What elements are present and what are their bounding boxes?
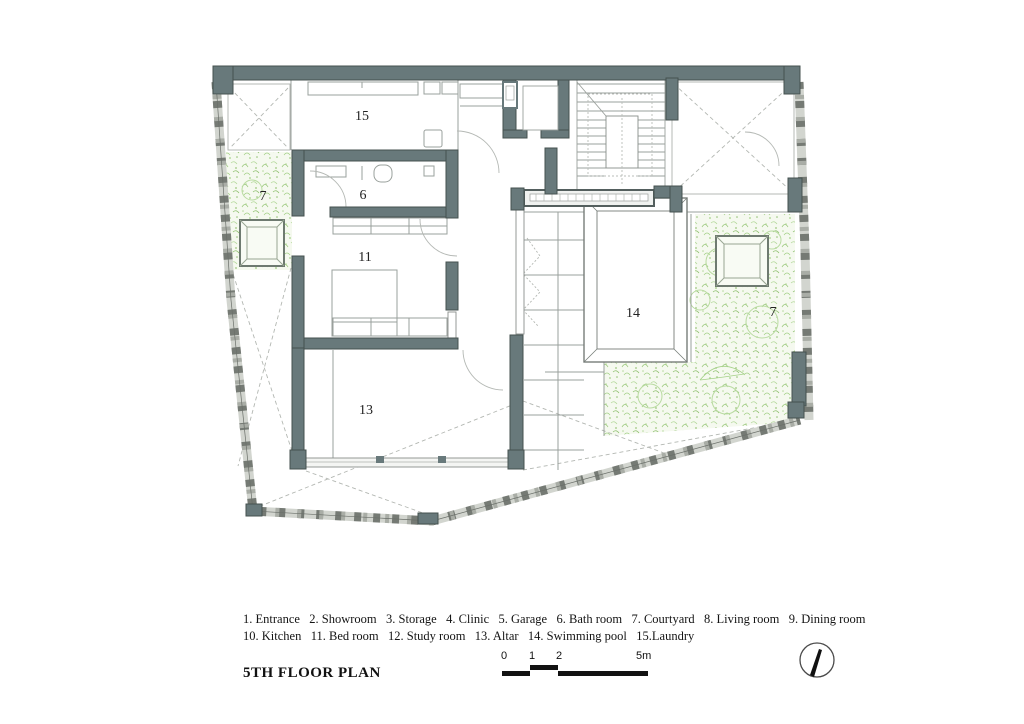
room-label-11: 11	[358, 250, 372, 265]
railing-bar	[524, 190, 654, 206]
room-label-7: 7	[259, 189, 267, 204]
scale-tick-1: 1	[529, 650, 536, 662]
scale-bar-segment-1	[502, 671, 530, 676]
room-label-7: 7	[769, 305, 777, 320]
plan-title: 5TH FLOOR PLAN	[243, 665, 381, 681]
folding-screen-zigzag	[523, 238, 540, 326]
room-label-15: 15	[355, 109, 369, 124]
north-arrow-icon	[797, 639, 839, 683]
scale-bar-segment-2	[530, 665, 558, 670]
scale-bar-segment-3	[558, 671, 648, 676]
planter-right	[716, 236, 768, 286]
scale-tick-2: 2	[556, 650, 563, 662]
legend	[243, 611, 865, 645]
scale-tick-5m: 5m	[636, 650, 652, 662]
legend-line-1: 1. Entrance 2. Showroom 3. Storage 4. Clinic 5. Garage 6. Bath room 7. Courtyard 8. Living room 9. Dining room	[243, 612, 866, 626]
room-label-6: 6	[359, 188, 367, 203]
scale-bar	[500, 650, 660, 680]
planter-left	[240, 220, 284, 266]
scale-tick-0: 0	[501, 650, 508, 662]
legend-line-2: 10. Kitchen 11. Bed room 12. Study room 13. Altar 14. Swimming pool 15.Laundry	[243, 629, 695, 643]
swimming-pool	[584, 198, 687, 362]
room-label-13: 13	[359, 403, 373, 418]
room-label-14: 14	[626, 306, 640, 321]
staircase	[577, 80, 665, 190]
